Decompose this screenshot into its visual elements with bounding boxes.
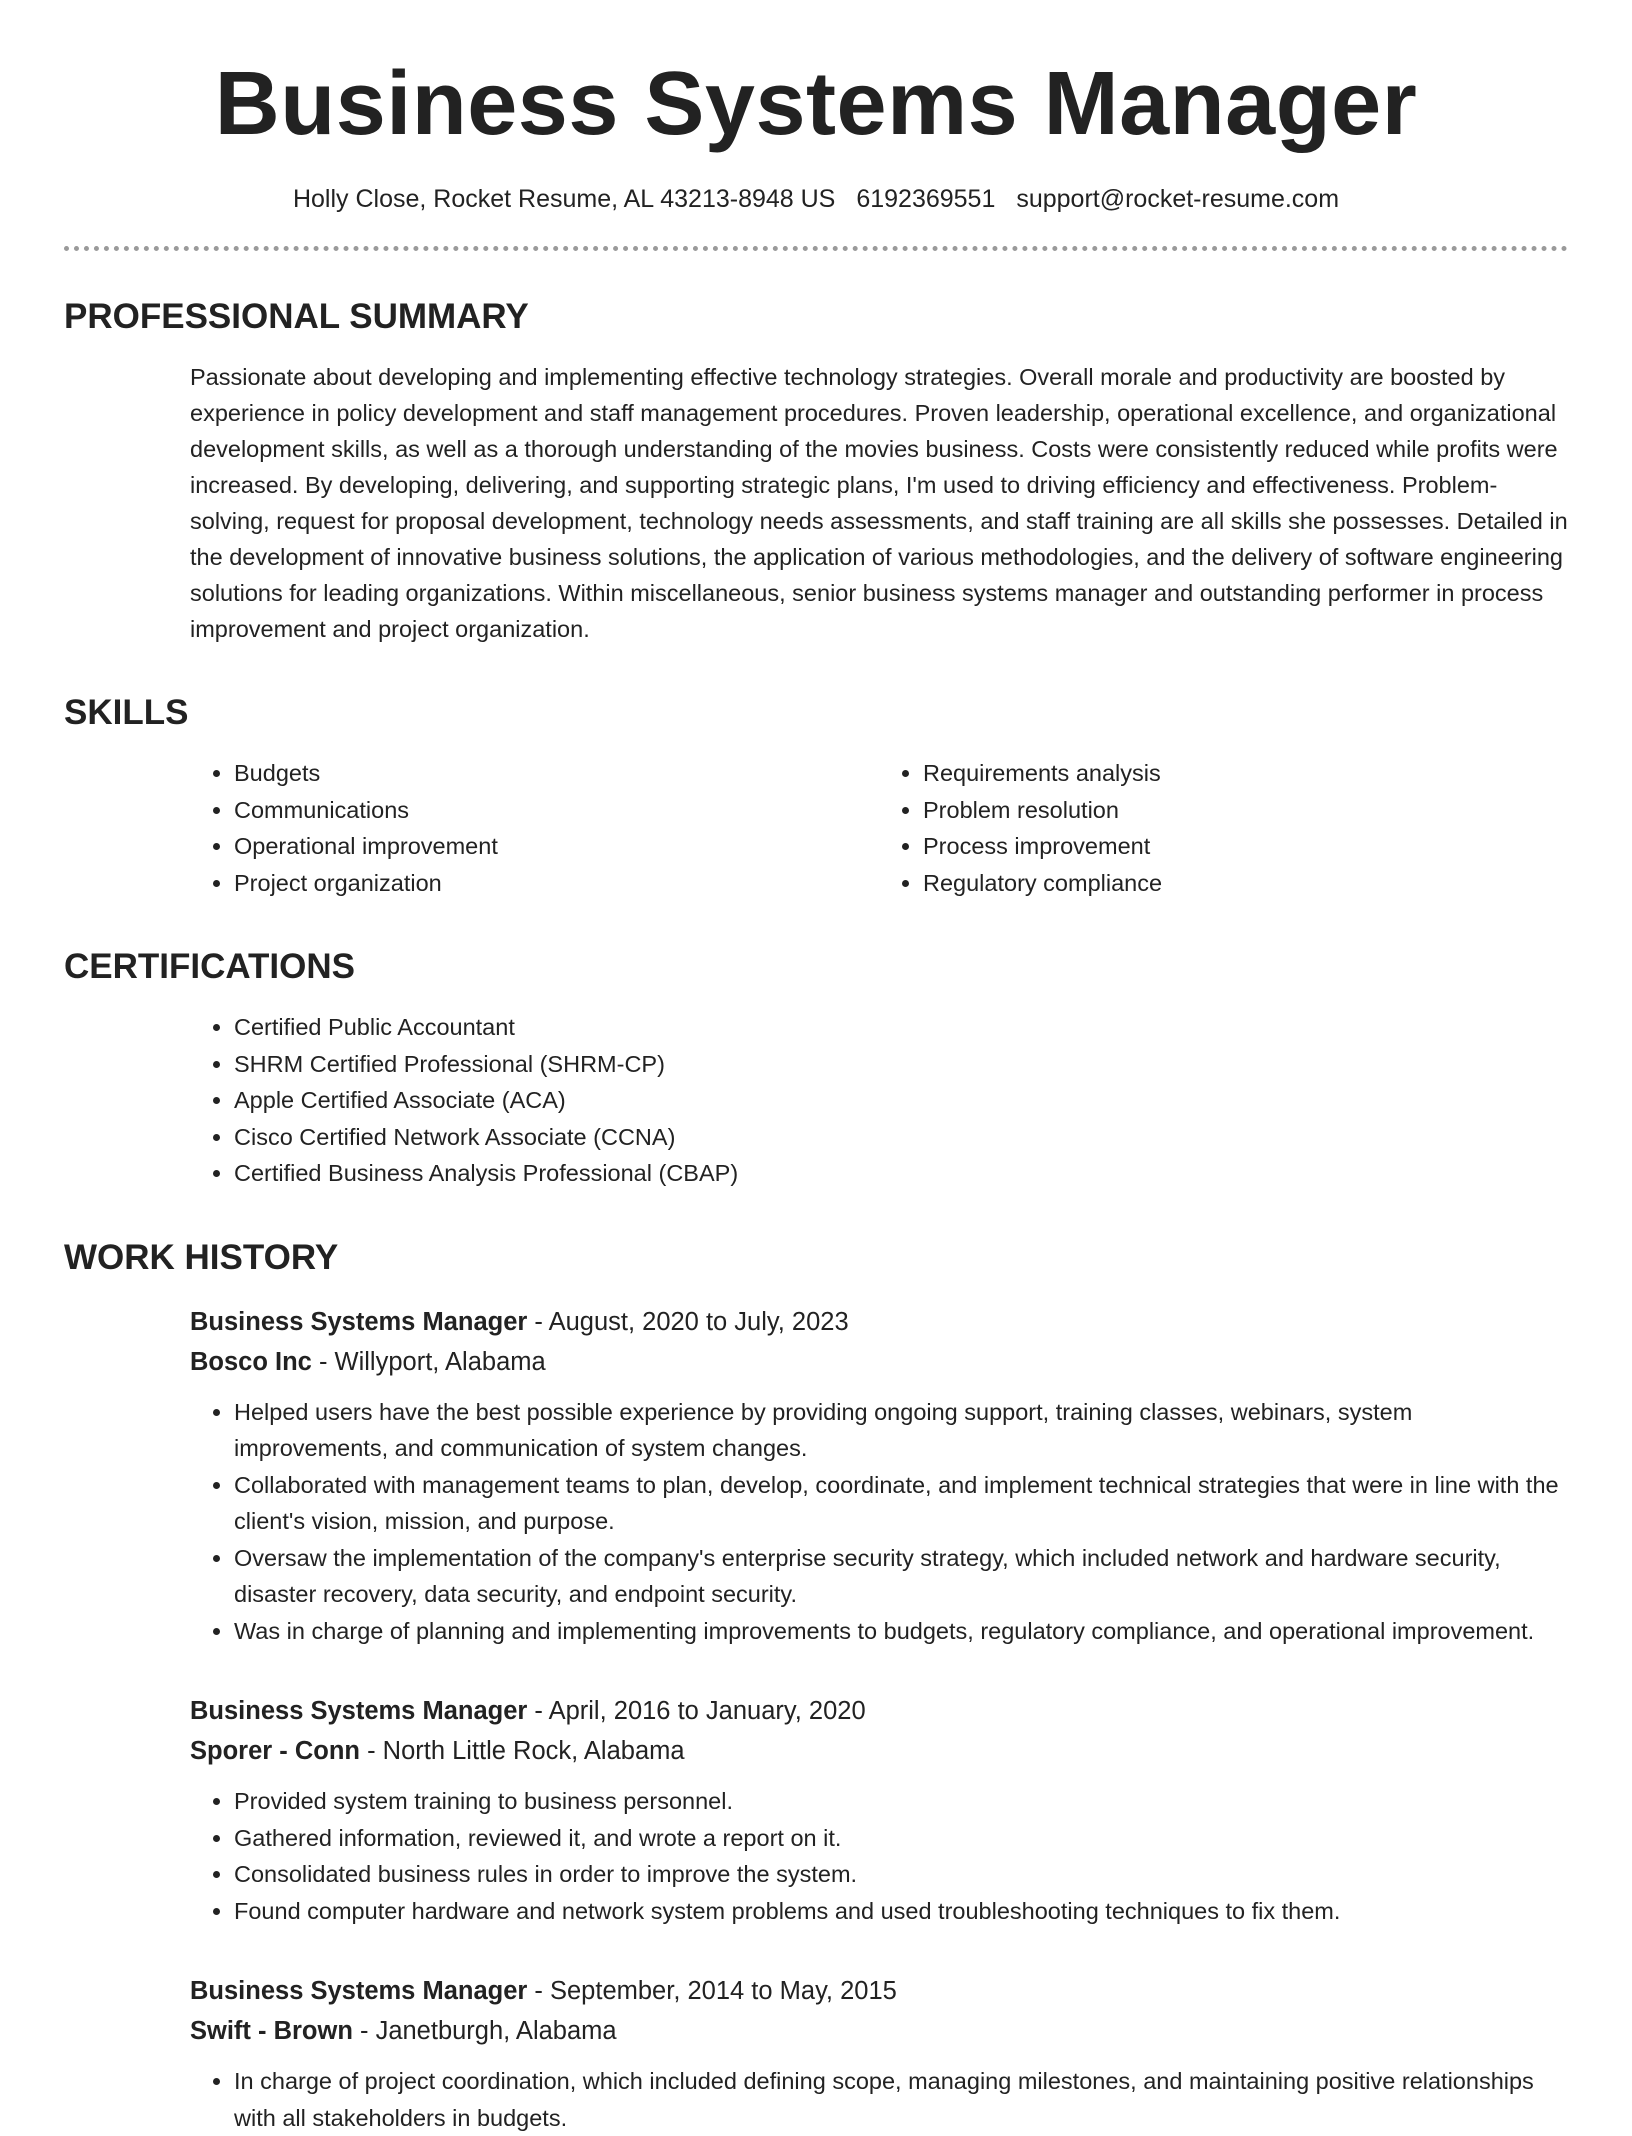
job-entry [190,1971,1568,2136]
job-title-line [190,1971,1568,2011]
job-bullet: • Collaborated with management teams to plan, develop, coordinate, and implement technical strategies that were in line with the client's vision, mission, and purpose. [234,1467,1568,1540]
contact-line [64,182,1568,216]
certification-item: • Cisco Certified Network Associate (CCNA) [234,1119,1568,1156]
job-dates: - August, 2020 to July, 2023 [527,1308,848,1336]
job-bullet: • Consolidated business rules in order to improve the system. [234,1856,1568,1893]
work-history-heading: WORK HISTORY [64,1238,1568,1278]
job-bullets [190,1783,1568,1929]
job-bullet: • Helped users have the best possible experience by providing ongoing support, training classes, webinars, system improvements, and communication of system changes. [234,1394,1568,1467]
certification-item: • SHRM Certified Professional (SHRM-CP) [234,1046,1568,1083]
job-title: Business Systems Manager [190,1977,527,2005]
skill-item: • Requirements analysis [923,755,1568,792]
skills-list [190,755,1568,901]
header-divider [64,246,1568,251]
skills-heading: SKILLS [64,693,1568,733]
page-title: Business Systems Manager [64,56,1568,152]
job-title-line [190,1691,1568,1731]
skill-item: • Regulatory compliance [923,865,1568,902]
certifications-list [190,1009,1568,1192]
contact-address: Holly Close, Rocket Resume, AL 43213-8948 US [293,185,835,213]
job-bullet: • In charge of project coordination, which included defining scope, managing milestones, and maintaining positive relationships with all stakeholders in budgets. [234,2063,1568,2136]
job-company: Swift - Brown [190,2017,353,2045]
work-history [190,1302,1568,2136]
job-entry [190,1691,1568,1929]
job-bullet: • Found computer hardware and network system problems and used troubleshooting techniques to fix them. [234,1893,1568,1930]
job-company-line [190,1342,1568,1382]
job-location: - Janetburgh, Alabama [353,2017,617,2045]
job-bullet: • Gathered information, reviewed it, and wrote a report on it. [234,1820,1568,1857]
job-company-line [190,2011,1568,2051]
job-dates: - September, 2014 to May, 2015 [527,1977,897,2005]
skill-item: • Communications [234,792,879,829]
certifications-ul [190,1009,1568,1192]
job-bullet: • Provided system training to business personnel. [234,1783,1568,1820]
job-title: Business Systems Manager [190,1308,527,1336]
job-company-line [190,1731,1568,1771]
skill-item: • Operational improvement [234,828,879,865]
resume-page [64,0,1568,2136]
job-location: - North Little Rock, Alabama [360,1737,685,1765]
job-bullets [190,1394,1568,1650]
contact-email: support@rocket-resume.com [1016,185,1339,213]
job-bullet: • Was in charge of planning and implementing improvements to budgets, regulatory compliance, and operational improvement. [234,1613,1568,1650]
skill-item: • Budgets [234,755,879,792]
certification-item: • Apple Certified Associate (ACA) [234,1082,1568,1119]
certification-item: • Certified Public Accountant [234,1009,1568,1046]
skills-column-right [879,755,1568,901]
job-title: Business Systems Manager [190,1697,527,1725]
summary-text: Passionate about developing and implementing effective technology strategies. Overall morale and productivity are boosted by experience in policy development and staff management procedures. Proven leadership, operational excellence, and organizational development skills, as well as a thorough understanding of the movies business. Costs were consistently reduced while profits were increased. By developing, delivering, and supporting strategic plans, I'm used to driving efficiency and effectiveness. Problem-solving, request for proposal development, technology needs assessments, and staff training are all skills she possesses. Detailed in the development of innovative business solutions, the application of various methodologies, and the delivery of software engineering solutions for leading organizations. Within miscellaneous, senior business systems manager and outstanding performer in process improvement and project organization. [190,359,1568,647]
contact-phone: 6192369551 [856,185,995,213]
job-company: Sporer - Conn [190,1737,360,1765]
job-dates: - April, 2016 to January, 2020 [527,1697,865,1725]
skill-item: • Process improvement [923,828,1568,865]
summary-heading: PROFESSIONAL SUMMARY [64,297,1568,337]
job-entry [190,1302,1568,1650]
job-location: - Willyport, Alabama [312,1348,546,1376]
job-company: Bosco Inc [190,1348,312,1376]
certification-item: • Certified Business Analysis Professional (CBAP) [234,1155,1568,1192]
skill-item: • Problem resolution [923,792,1568,829]
job-bullets [190,2063,1568,2136]
job-title-line [190,1302,1568,1342]
job-bullet: • Oversaw the implementation of the company's enterprise security strategy, which included network and hardware security, disaster recovery, data security, and endpoint security. [234,1540,1568,1613]
skill-item: • Project organization [234,865,879,902]
skills-column-left [190,755,879,901]
certifications-heading: CERTIFICATIONS [64,947,1568,987]
